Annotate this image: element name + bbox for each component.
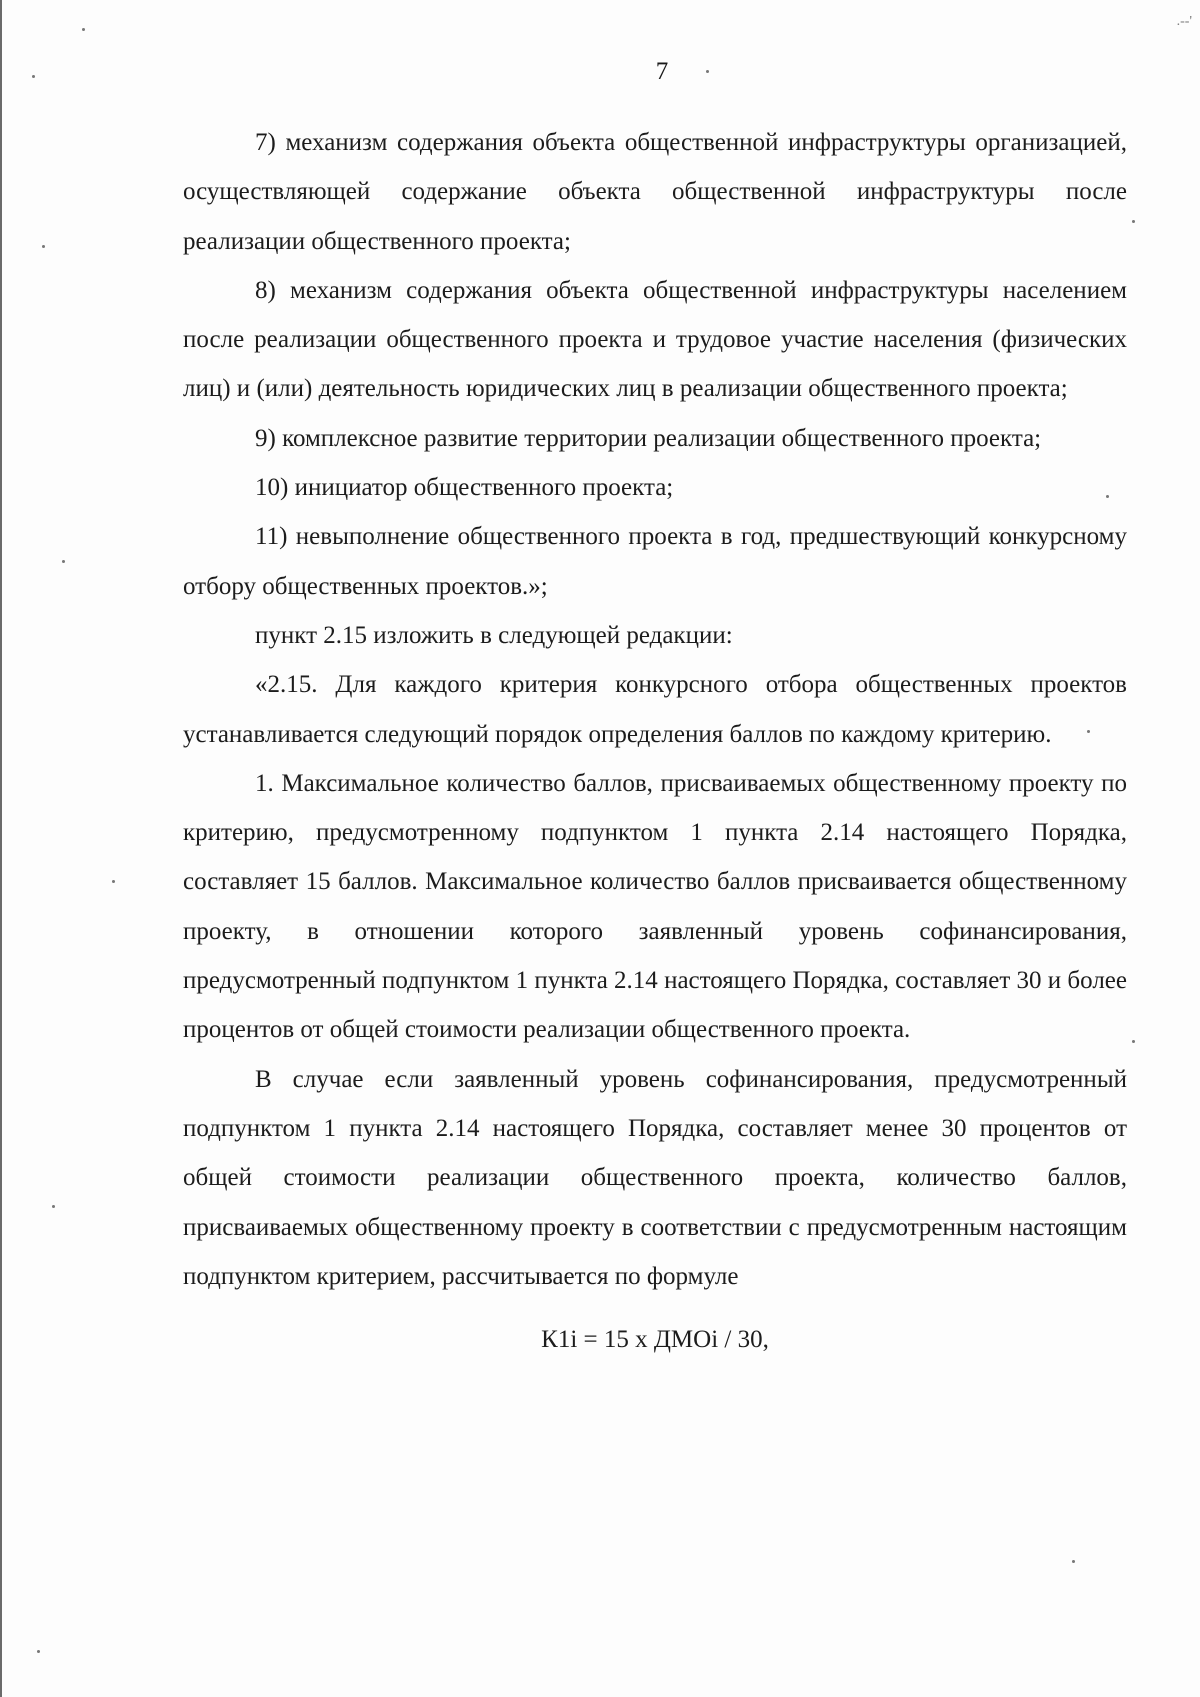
scan-speck [82,28,85,31]
scan-speck [37,1650,40,1653]
scan-speck [42,245,45,248]
scan-speck [1072,1560,1075,1563]
scan-corner-mark: .--' [1176,14,1192,29]
list-item-8: 8) механизм содержания объекта общественной инфраструктуры населением после реализации общественного проекта и трудовое участие населения (физических лиц) и (или) деятельность юридических лиц в реализации общественного проекта; [183,276,1127,403]
scan-speck [1132,1040,1135,1043]
scan-speck [112,880,115,883]
clause-2-15-item-1-case: В случае если заявленный уровень софинансирования, предусмотренный подпунктом 1 пункта 2.14 настоящего Порядка, составляет менее 30 процентов от общей стоимости реализации общественного проекта, количество баллов, присваиваемых общественному проекту в соответствии с предусмотренным настоящим подпунктом критерием, рассчитывается по формуле [183,1065,1127,1290]
clause-2-15-intro: «2.15. Для каждого критерия конкурсного отбора общественных проектов устанавливается следующий порядок определения баллов по каждому критерию. [183,671,1127,748]
amendment-instruction: пункт 2.15 изложить в следующей редакции: [255,621,733,649]
list-item-11: 11) невыполнение общественного проекта в год, предшествующий конкурсному отбору общественных проектов.»; [183,523,1127,600]
document-body [183,118,1127,1364]
scan-speck [52,1205,55,1208]
list-item-9: 9) комплексное развитие территории реализации общественного проекта; [255,424,1042,452]
scan-speck [1087,730,1090,733]
scan-speck [1132,220,1135,223]
list-item-10: 10) инициатор общественного проекта; [255,474,674,502]
scan-speck [1106,495,1109,498]
list-item-7: 7) механизм содержания объекта общественной инфраструктуры организацией, осуществляющей содержание объекта общественной инфраструктуры после реализации общественного проекта; [183,129,1127,255]
clause-2-15-item-1: 1. Максимальное количество баллов, присваиваемых общественному проекту по критерию, предусмотренному подпунктом 1 пункта 2.14 настоящего Порядка, составляет 15 баллов. Максимальное количество баллов присваивается общественному проекту, в отношении которого заявленный уровень софинансирования, предусмотренный подпунктом 1 пункта 2.14 настоящего Порядка, составляет 30 и более процентов от общей стоимости реализации общественного проекта. [183,769,1127,1044]
scan-speck [706,70,709,73]
formula: К1i = 15 х ДМОi / 30, [541,1326,769,1354]
scan-speck [32,75,35,78]
page-number: 7 [655,58,669,85]
scan-speck [62,560,65,563]
